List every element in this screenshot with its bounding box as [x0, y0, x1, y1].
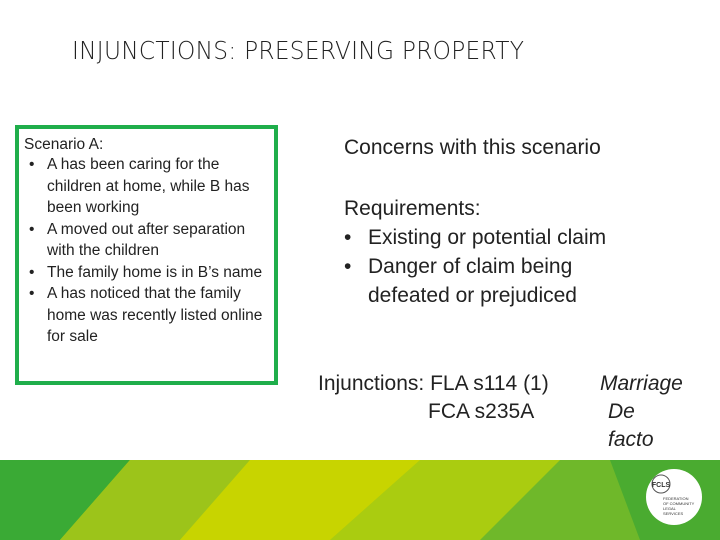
requirement-item: • Existing or potential claim [344, 223, 638, 252]
requirements-block [344, 194, 638, 310]
injunction-marriage: Marriage [600, 372, 683, 395]
svg-text:FEDERATION: FEDERATION [663, 496, 689, 501]
scenario-box [15, 125, 278, 385]
scenario-item: • A has noticed that the family home was recently listed online for sale [24, 283, 274, 348]
svg-text:OF COMMUNITY: OF COMMUNITY [663, 501, 695, 506]
svg-text:LEGAL: LEGAL [663, 506, 676, 511]
svg-text:FCLS: FCLS [651, 482, 671, 489]
scenario-item: • A has been caring for the children at home, while B has been working [24, 154, 274, 219]
injunction-defacto: De facto [608, 400, 654, 451]
injunctions-block [318, 370, 683, 451]
scenario-item: • The family home is in B’s name [24, 262, 274, 284]
scenario-item: • A moved out after separation with the children [24, 219, 274, 262]
bottom-decoration [0, 460, 720, 540]
requirements-list [344, 223, 638, 310]
requirement-item: • Danger of claim being defeated or prejudiced [344, 252, 638, 310]
fcls-logo [645, 468, 703, 526]
concerns-text: Concerns with this scenario [344, 136, 601, 159]
scenario-list [24, 154, 274, 348]
injunction-fla: Injunctions: FLA s114 (1) [318, 372, 549, 395]
svg-text:SERVICES: SERVICES [663, 511, 684, 516]
scenario-heading: Scenario A: [24, 136, 104, 153]
slide-title: INJUNCTIONS: PRESERVING PROPERTY [72, 36, 525, 65]
injunction-fca: FCA s235A [428, 400, 535, 423]
requirements-heading: Requirements: [344, 197, 481, 220]
